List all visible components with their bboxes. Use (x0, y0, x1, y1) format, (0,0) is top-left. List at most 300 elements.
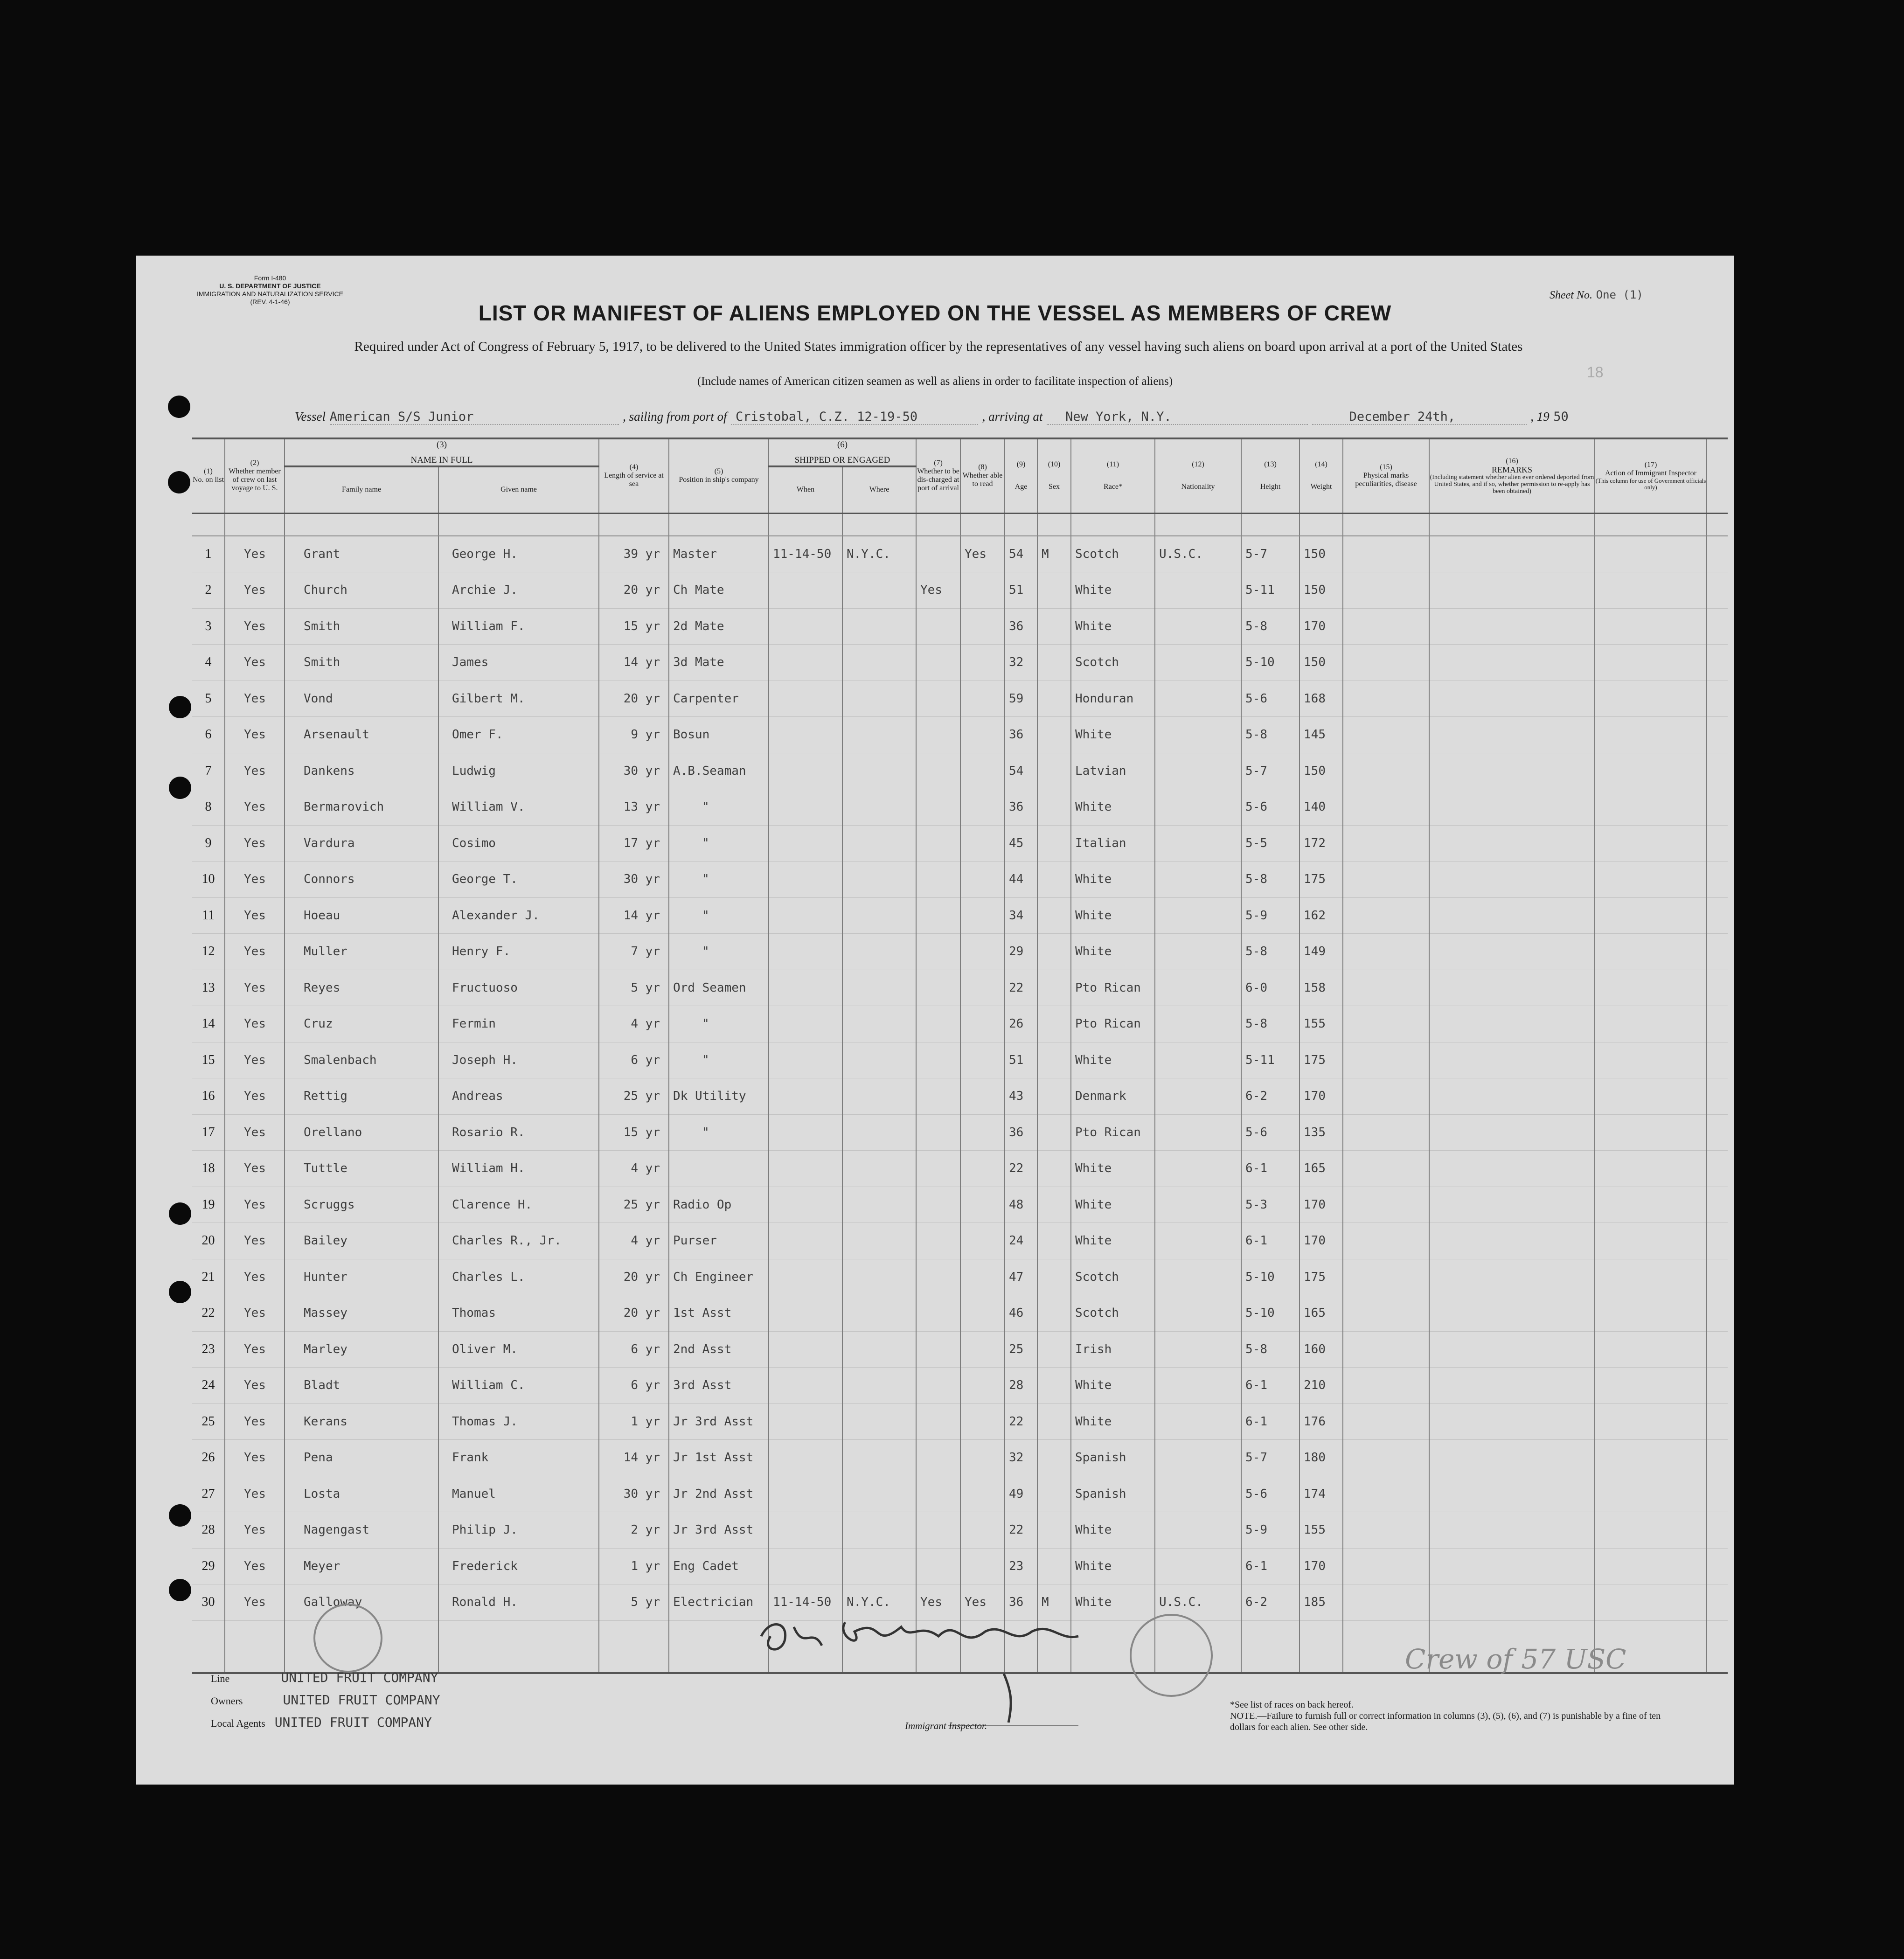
marks-cell (1343, 536, 1429, 572)
family-name-cell: Pena (285, 1440, 438, 1476)
punch-hole (169, 1504, 191, 1527)
margin-cell (1707, 1151, 1728, 1187)
discharged-cell (916, 861, 960, 898)
marks-cell (1343, 1078, 1429, 1115)
col-6a-header: When (769, 466, 842, 513)
discharged-cell (916, 1295, 960, 1332)
remarks-cell (1429, 1042, 1595, 1078)
service-length-cell: 20 yr (599, 572, 669, 609)
remarks-cell (1429, 1476, 1595, 1512)
remarks-cell (1429, 1331, 1595, 1368)
shipped-when-cell (769, 572, 842, 609)
family-name-cell: Smalenbach (285, 1042, 438, 1078)
prev-voyage-cell: Yes (225, 1114, 285, 1151)
table-row (192, 897, 1728, 934)
able-to-read-cell (960, 970, 1005, 1006)
position-cell: Jr 2nd Asst (669, 1476, 769, 1512)
table-row (192, 1187, 1728, 1223)
nationality-cell (1155, 1078, 1241, 1115)
marks-cell (1343, 1331, 1429, 1368)
given-name-cell: Joseph H. (438, 1042, 599, 1078)
remarks-cell (1429, 1548, 1595, 1584)
inspector-action-cell (1595, 825, 1707, 861)
table-row (192, 1259, 1728, 1295)
row-number-cell: 25 (192, 1403, 225, 1440)
able-to-read-cell (960, 1078, 1005, 1115)
table-row (192, 536, 1728, 572)
able-to-read-cell: Yes (960, 1584, 1005, 1621)
inspector-action-cell (1595, 789, 1707, 826)
marks-cell (1343, 1259, 1429, 1295)
race-cell: White (1071, 1512, 1155, 1549)
agents-field (211, 1715, 432, 1730)
given-name-cell: Ludwig (438, 753, 599, 789)
row-number-cell: 20 (192, 1223, 225, 1259)
given-name-cell: Manuel (438, 1476, 599, 1512)
prev-voyage-cell: Yes (225, 1223, 285, 1259)
shipped-where-cell (842, 753, 916, 789)
discharged-cell (916, 1403, 960, 1440)
able-to-read-cell (960, 789, 1005, 826)
nationality-cell (1155, 789, 1241, 826)
discharged-cell (916, 1440, 960, 1476)
age-cell: 51 (1005, 1042, 1037, 1078)
nationality-cell: U.S.C. (1155, 536, 1241, 572)
line-field (211, 1670, 438, 1685)
table-row (192, 1440, 1728, 1476)
service-length-cell: 6 yr (599, 1331, 669, 1368)
row-number-cell: 2 (192, 572, 225, 609)
shipped-when-cell (769, 970, 842, 1006)
arriving-label: , arriving at (982, 410, 1043, 424)
marks-cell (1343, 1403, 1429, 1440)
discharged-cell (916, 934, 960, 970)
race-cell: Irish (1071, 1331, 1155, 1368)
able-to-read-cell (960, 681, 1005, 717)
given-name-cell: Gilbert M. (438, 681, 599, 717)
remarks-cell (1429, 1223, 1595, 1259)
weight-cell: 140 (1299, 789, 1343, 826)
margin-cell (1707, 1403, 1728, 1440)
age-cell: 36 (1005, 1114, 1037, 1151)
inspector-action-cell (1595, 1114, 1707, 1151)
position-cell: Dk Utility (669, 1078, 769, 1115)
race-cell: Pto Rican (1071, 970, 1155, 1006)
able-to-read-cell (960, 1114, 1005, 1151)
race-cell: Italian (1071, 825, 1155, 861)
family-name-cell: Bladt (285, 1368, 438, 1404)
nationality-cell (1155, 1151, 1241, 1187)
row-number-cell: 1 (192, 536, 225, 572)
race-cell: White (1071, 572, 1155, 609)
inspector-action-cell (1595, 681, 1707, 717)
row-number-cell: 4 (192, 645, 225, 681)
service-length-cell: 14 yr (599, 645, 669, 681)
given-name-cell: William V. (438, 789, 599, 826)
shipped-where-cell (842, 1295, 916, 1332)
col-7-header: (7) Whether to be dis-charged at port of arrival (916, 438, 960, 513)
sex-cell (1037, 1295, 1071, 1332)
service-length-cell: 7 yr (599, 934, 669, 970)
family-name-cell: Vond (285, 681, 438, 717)
owners-label: Owners (211, 1695, 243, 1707)
position-cell: 2nd Asst (669, 1331, 769, 1368)
marks-cell (1343, 1368, 1429, 1404)
table-row (192, 1512, 1728, 1549)
remarks-cell (1429, 934, 1595, 970)
row-number-cell: 29 (192, 1548, 225, 1584)
arriving-port: New York, N.Y. (1047, 410, 1308, 425)
service-length-cell: 4 yr (599, 1006, 669, 1042)
sex-cell (1037, 1403, 1071, 1440)
height-cell: 5-7 (1241, 753, 1299, 789)
given-name-cell: Frederick (438, 1548, 599, 1584)
shipped-when-cell (769, 753, 842, 789)
sex-cell (1037, 717, 1071, 753)
margin-cell (1707, 536, 1728, 572)
inspector-action-cell (1595, 1440, 1707, 1476)
weight-cell: 175 (1299, 1042, 1343, 1078)
able-to-read-cell (960, 1223, 1005, 1259)
weight-cell: 168 (1299, 681, 1343, 717)
margin-cell (1707, 1512, 1728, 1549)
col-5-header: (5) Position in ship's company (669, 438, 769, 513)
service-length-cell: 14 yr (599, 1440, 669, 1476)
sex-cell (1037, 1042, 1071, 1078)
height-cell: 5-8 (1241, 608, 1299, 645)
nationality-cell (1155, 753, 1241, 789)
age-cell: 22 (1005, 1403, 1037, 1440)
weight-cell: 176 (1299, 1403, 1343, 1440)
inspector-action-cell (1595, 1512, 1707, 1549)
table-row (192, 717, 1728, 753)
shipped-where-cell (842, 572, 916, 609)
margin-cell (1707, 1476, 1728, 1512)
prev-voyage-cell: Yes (225, 1476, 285, 1512)
shipped-where-cell (842, 970, 916, 1006)
weight-cell: 158 (1299, 970, 1343, 1006)
race-cell: White (1071, 1042, 1155, 1078)
position-cell: Carpenter (669, 681, 769, 717)
discharged-cell (916, 789, 960, 826)
shipped-where-cell (842, 1548, 916, 1584)
nationality-cell (1155, 1440, 1241, 1476)
shipped-where-cell (842, 897, 916, 934)
marks-cell (1343, 681, 1429, 717)
race-cell: White (1071, 1187, 1155, 1223)
shipped-when-cell: 11-14-50 (769, 536, 842, 572)
remarks-cell (1429, 1078, 1595, 1115)
discharged-cell (916, 897, 960, 934)
service-length-cell: 15 yr (599, 1114, 669, 1151)
col-12-header: (12) Nationality (1155, 438, 1241, 513)
service-length-cell: 5 yr (599, 1584, 669, 1621)
prev-voyage-cell: Yes (225, 970, 285, 1006)
family-name-cell: Church (285, 572, 438, 609)
remarks-cell (1429, 970, 1595, 1006)
remarks-cell (1429, 861, 1595, 898)
race-cell: White (1071, 1584, 1155, 1621)
handwritten-crew-count: Crew of 57 USC (1405, 1643, 1626, 1675)
inspector-action-cell (1595, 1006, 1707, 1042)
height-cell: 5-8 (1241, 717, 1299, 753)
table-row (192, 861, 1728, 898)
row-number-cell: 13 (192, 970, 225, 1006)
nationality-cell (1155, 1042, 1241, 1078)
height-cell: 5-3 (1241, 1187, 1299, 1223)
year-prefix: , 19 (1530, 410, 1550, 424)
position-cell: " (669, 1114, 769, 1151)
discharged-cell (916, 1151, 960, 1187)
col-8-header: (8) Whether able to read (960, 438, 1005, 513)
col-3b-header: Given name (438, 466, 599, 513)
age-cell: 47 (1005, 1259, 1037, 1295)
height-cell: 5-10 (1241, 1259, 1299, 1295)
age-cell: 28 (1005, 1368, 1037, 1404)
given-name-cell: Alexander J. (438, 897, 599, 934)
sex-cell (1037, 825, 1071, 861)
race-cell: White (1071, 1223, 1155, 1259)
shipped-where-cell (842, 1403, 916, 1440)
inspector-action-cell (1595, 1223, 1707, 1259)
margin-cell (1707, 1368, 1728, 1404)
position-cell: " (669, 1006, 769, 1042)
service-length-cell: 25 yr (599, 1078, 669, 1115)
age-cell: 26 (1005, 1006, 1037, 1042)
sailing-port: Cristobal, C.Z. 12-19-50 (731, 410, 978, 425)
age-cell: 36 (1005, 608, 1037, 645)
race-cell: Denmark (1071, 1078, 1155, 1115)
height-cell: 5-7 (1241, 536, 1299, 572)
line-label: Line (211, 1673, 230, 1684)
margin-cell (1707, 1223, 1728, 1259)
remarks-cell (1429, 1187, 1595, 1223)
nationality-cell (1155, 645, 1241, 681)
table-row (192, 1403, 1728, 1440)
family-name-cell: Reyes (285, 970, 438, 1006)
given-name-cell: Thomas (438, 1295, 599, 1332)
margin-cell (1707, 861, 1728, 898)
col-4-header: (4) Length of service at sea (599, 438, 669, 513)
col-15-header: (15) Physical marks peculiarities, disease (1343, 438, 1429, 513)
margin-cell (1707, 1042, 1728, 1078)
shipped-when-cell (769, 897, 842, 934)
nationality-cell (1155, 1548, 1241, 1584)
able-to-read-cell (960, 1368, 1005, 1404)
family-name-cell: Vardura (285, 825, 438, 861)
weight-cell: 210 (1299, 1368, 1343, 1404)
prev-voyage-cell: Yes (225, 789, 285, 826)
inspection-stamp-left (313, 1604, 382, 1673)
margin-cell (1707, 681, 1728, 717)
height-cell: 5-8 (1241, 934, 1299, 970)
marks-cell (1343, 1114, 1429, 1151)
race-cell: Spanish (1071, 1476, 1155, 1512)
nationality-cell (1155, 1368, 1241, 1404)
discharged-cell (916, 1368, 960, 1404)
margin-cell (1707, 1006, 1728, 1042)
punch-hole (168, 471, 190, 493)
prev-voyage-cell: Yes (225, 1512, 285, 1549)
sex-cell (1037, 934, 1071, 970)
weight-cell: 175 (1299, 1259, 1343, 1295)
given-name-cell: William H. (438, 1151, 599, 1187)
given-name-cell: Fructuoso (438, 970, 599, 1006)
prev-voyage-cell: Yes (225, 825, 285, 861)
shipped-where-cell (842, 1331, 916, 1368)
inspector-action-cell (1595, 1368, 1707, 1404)
inspector-action-cell (1595, 753, 1707, 789)
family-name-cell: Hoeau (285, 897, 438, 934)
inspector-action-cell (1595, 1078, 1707, 1115)
race-cell: Scotch (1071, 536, 1155, 572)
able-to-read-cell (960, 1187, 1005, 1223)
height-cell: 6-2 (1241, 1584, 1299, 1621)
shipped-when-cell (769, 1223, 842, 1259)
margin-cell (1707, 1584, 1728, 1621)
sex-cell (1037, 1440, 1071, 1476)
margin-cell (1707, 1114, 1728, 1151)
sex-cell (1037, 681, 1071, 717)
shipped-when-cell (769, 1042, 842, 1078)
shipped-when-cell (769, 1078, 842, 1115)
remarks-cell (1429, 717, 1595, 753)
sex-cell: M (1037, 536, 1071, 572)
sheet-label: Sheet No. (1550, 289, 1592, 301)
given-name-cell: James (438, 645, 599, 681)
marks-cell (1343, 1006, 1429, 1042)
table-row (192, 1331, 1728, 1368)
row-number-cell: 24 (192, 1368, 225, 1404)
discharged-cell (916, 1187, 960, 1223)
shipped-when-cell (769, 717, 842, 753)
row-number-cell: 28 (192, 1512, 225, 1549)
given-name-cell: George H. (438, 536, 599, 572)
race-cell: White (1071, 1368, 1155, 1404)
shipped-when-cell (769, 681, 842, 717)
remarks-cell (1429, 1114, 1595, 1151)
line-value: UNITED FRUIT COMPANY (281, 1670, 438, 1685)
inspector-action-cell (1595, 1331, 1707, 1368)
shipped-when-cell (769, 1440, 842, 1476)
inspector-action-cell (1595, 1295, 1707, 1332)
remarks-cell (1429, 1584, 1595, 1621)
age-cell: 24 (1005, 1223, 1037, 1259)
sex-cell (1037, 1187, 1071, 1223)
family-name-cell: Kerans (285, 1403, 438, 1440)
shipped-where-cell: N.Y.C. (842, 536, 916, 572)
prev-voyage-cell: Yes (225, 934, 285, 970)
inspector-action-cell (1595, 1259, 1707, 1295)
able-to-read-cell (960, 608, 1005, 645)
sex-cell (1037, 645, 1071, 681)
sex-cell (1037, 789, 1071, 826)
marks-cell (1343, 1548, 1429, 1584)
height-cell: 5-6 (1241, 789, 1299, 826)
prev-voyage-cell: Yes (225, 681, 285, 717)
marks-cell (1343, 572, 1429, 609)
row-number-cell: 12 (192, 934, 225, 970)
able-to-read-cell (960, 861, 1005, 898)
row-number-cell: 18 (192, 1151, 225, 1187)
document-subtitle: Required under Act of Congress of February 5, 1917, to be delivered to the United States immigration officer by the representatives of any vessel having such aliens on board upon arrival at a port of the United States (354, 339, 1523, 354)
race-cell: Spanish (1071, 1440, 1155, 1476)
row-number-cell: 22 (192, 1295, 225, 1332)
discharged-cell (916, 1548, 960, 1584)
shipped-where-cell: N.Y.C. (842, 1584, 916, 1621)
shipped-where-cell (842, 1259, 916, 1295)
weight-cell: 175 (1299, 861, 1343, 898)
remarks-cell (1429, 825, 1595, 861)
col-10-header: (10) Sex (1037, 438, 1071, 513)
inspector-action-cell (1595, 1187, 1707, 1223)
able-to-read-cell (960, 1440, 1005, 1476)
remarks-cell (1429, 1440, 1595, 1476)
table-row (192, 1042, 1728, 1078)
shipped-where-cell (842, 825, 916, 861)
weight-cell: 135 (1299, 1114, 1343, 1151)
prev-voyage-cell: Yes (225, 1295, 285, 1332)
col-margin (1707, 438, 1728, 513)
col-13-header: (13) Height (1241, 438, 1299, 513)
service-length-cell: 4 yr (599, 1223, 669, 1259)
inspector-action-cell (1595, 1476, 1707, 1512)
weight-cell: 172 (1299, 825, 1343, 861)
table-row (192, 753, 1728, 789)
discharged-cell (916, 1476, 960, 1512)
prev-voyage-cell: Yes (225, 1548, 285, 1584)
inspector-action-cell (1595, 861, 1707, 898)
shipped-where-cell (842, 789, 916, 826)
able-to-read-cell (960, 934, 1005, 970)
position-cell: " (669, 861, 769, 898)
able-to-read-cell (960, 1331, 1005, 1368)
service-length-cell: 13 yr (599, 789, 669, 826)
col-6b-header: Where (842, 466, 916, 513)
discharged-cell (916, 608, 960, 645)
given-name-cell: Ronald H. (438, 1584, 599, 1621)
prev-voyage-cell: Yes (225, 1078, 285, 1115)
race-cell: Scotch (1071, 645, 1155, 681)
able-to-read-cell (960, 1512, 1005, 1549)
given-name-cell: Cosimo (438, 825, 599, 861)
given-name-cell: William C. (438, 1368, 599, 1404)
inspector-action-cell (1595, 1151, 1707, 1187)
weight-cell: 165 (1299, 1151, 1343, 1187)
sheet-number (1550, 288, 1643, 302)
prev-voyage-cell: Yes (225, 1151, 285, 1187)
marks-cell (1343, 1223, 1429, 1259)
shipped-when-cell (769, 1295, 842, 1332)
given-name-cell: Henry F. (438, 934, 599, 970)
height-cell: 6-2 (1241, 1078, 1299, 1115)
able-to-read-cell (960, 753, 1005, 789)
inspector-action-cell (1595, 717, 1707, 753)
height-cell: 5-8 (1241, 1006, 1299, 1042)
marks-cell (1343, 717, 1429, 753)
position-cell: 2d Mate (669, 608, 769, 645)
prev-voyage-cell: Yes (225, 608, 285, 645)
marks-cell (1343, 1440, 1429, 1476)
margin-cell (1707, 645, 1728, 681)
crew-table (192, 438, 1728, 1674)
inspector-label: Immigrant Inspector. (905, 1720, 987, 1731)
nationality-cell (1155, 608, 1241, 645)
col-9-header: (9) Age (1005, 438, 1037, 513)
shipped-where-cell (842, 1368, 916, 1404)
shipped-where-cell (842, 1078, 916, 1115)
discharged-cell (916, 645, 960, 681)
